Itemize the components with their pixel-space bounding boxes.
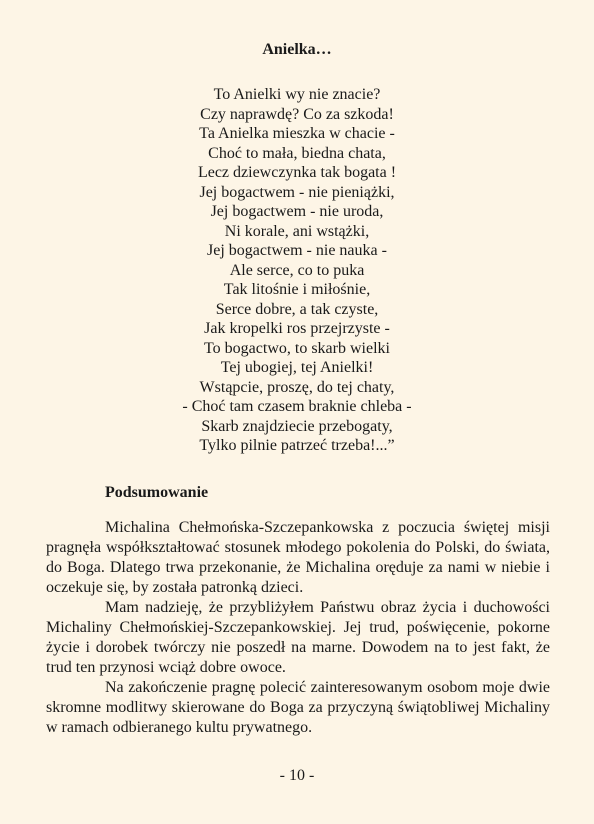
poem-line: Ta Anielka mieszka w chacie - xyxy=(199,125,395,142)
poem-line: Jej bogactwem - nie pieniążki, xyxy=(199,183,395,201)
poem-line: Wstąpcie, proszę, do tej chaty, xyxy=(199,378,395,396)
poem-line: Serce dobre, a tak czyste, xyxy=(215,300,379,318)
poem-line: To Anielki wy nie znacie? xyxy=(213,86,381,103)
poem-line: Lecz dziewczynka tak bogata ! xyxy=(197,164,397,181)
summary-body xyxy=(46,518,550,738)
poem-line: Jak kropelki ros przejrzyste - xyxy=(204,320,390,337)
poem-line: Jej bogactwem - nie uroda, xyxy=(210,203,384,220)
poem-line: Jej bogactwem - nie nauka - xyxy=(207,242,387,259)
summary-paragraph: Mam nadzieję, że przybliżyłem Państwu obraz życia i duchowości Michaliny Chełmońskiej-Szczepankowskiej. Jej trud, poświęcenie, pokorne życie i dorobek twórczy nie poszedł na marne. Dowodem na to jest fakt, że trud ten przynosi wciąż dobre owoce. xyxy=(46,599,550,676)
poem-line: Tej ubogiej, tej Anielki! xyxy=(220,359,374,376)
poem-line: To bogactwo, to skarb wielki xyxy=(204,339,390,357)
section-heading: Podsumowanie xyxy=(105,484,209,501)
poem-line: Choć to mała, biedna chata, xyxy=(208,144,386,162)
summary-paragraph: Na zakończenie pragnę polecić zainteresowanym osobom moje dwie skromne modlitwy skierowane do Boga za przyczyną świątobliwej Michaliny w ramach odbieranego kultu prywatnego. xyxy=(46,679,550,736)
poem-line: Skarb znajdziecie przebogaty, xyxy=(201,417,393,435)
poem-line: - Choć tam czasem braknie chleba - xyxy=(182,398,412,415)
poem-line: Tak litośnie i miłośnie, xyxy=(223,281,371,298)
poem-line: Ni korale, ani wstążki, xyxy=(224,222,370,240)
page-number: - 10 - xyxy=(279,767,315,784)
poem-line: Ale serce, co to puka xyxy=(229,261,365,279)
poem-title: Anielka… xyxy=(262,41,332,58)
poem xyxy=(0,85,594,456)
summary-paragraph: Michalina Chełmońska-Szczepankowska z poczucia świętej misji pragnęła współkształtować stosunek młodego pokolenia do Polski, do świata, do Boga. Dlatego trwa przekonanie, że Michalina oręduje za nami w niebie i oczekuje się, by została patronką dzieci. xyxy=(46,519,550,596)
poem-line: Tylko pilnie patrzeć trzeba!...” xyxy=(199,437,395,454)
poem-line: Czy naprawdę? Co za szkoda! xyxy=(200,105,394,123)
